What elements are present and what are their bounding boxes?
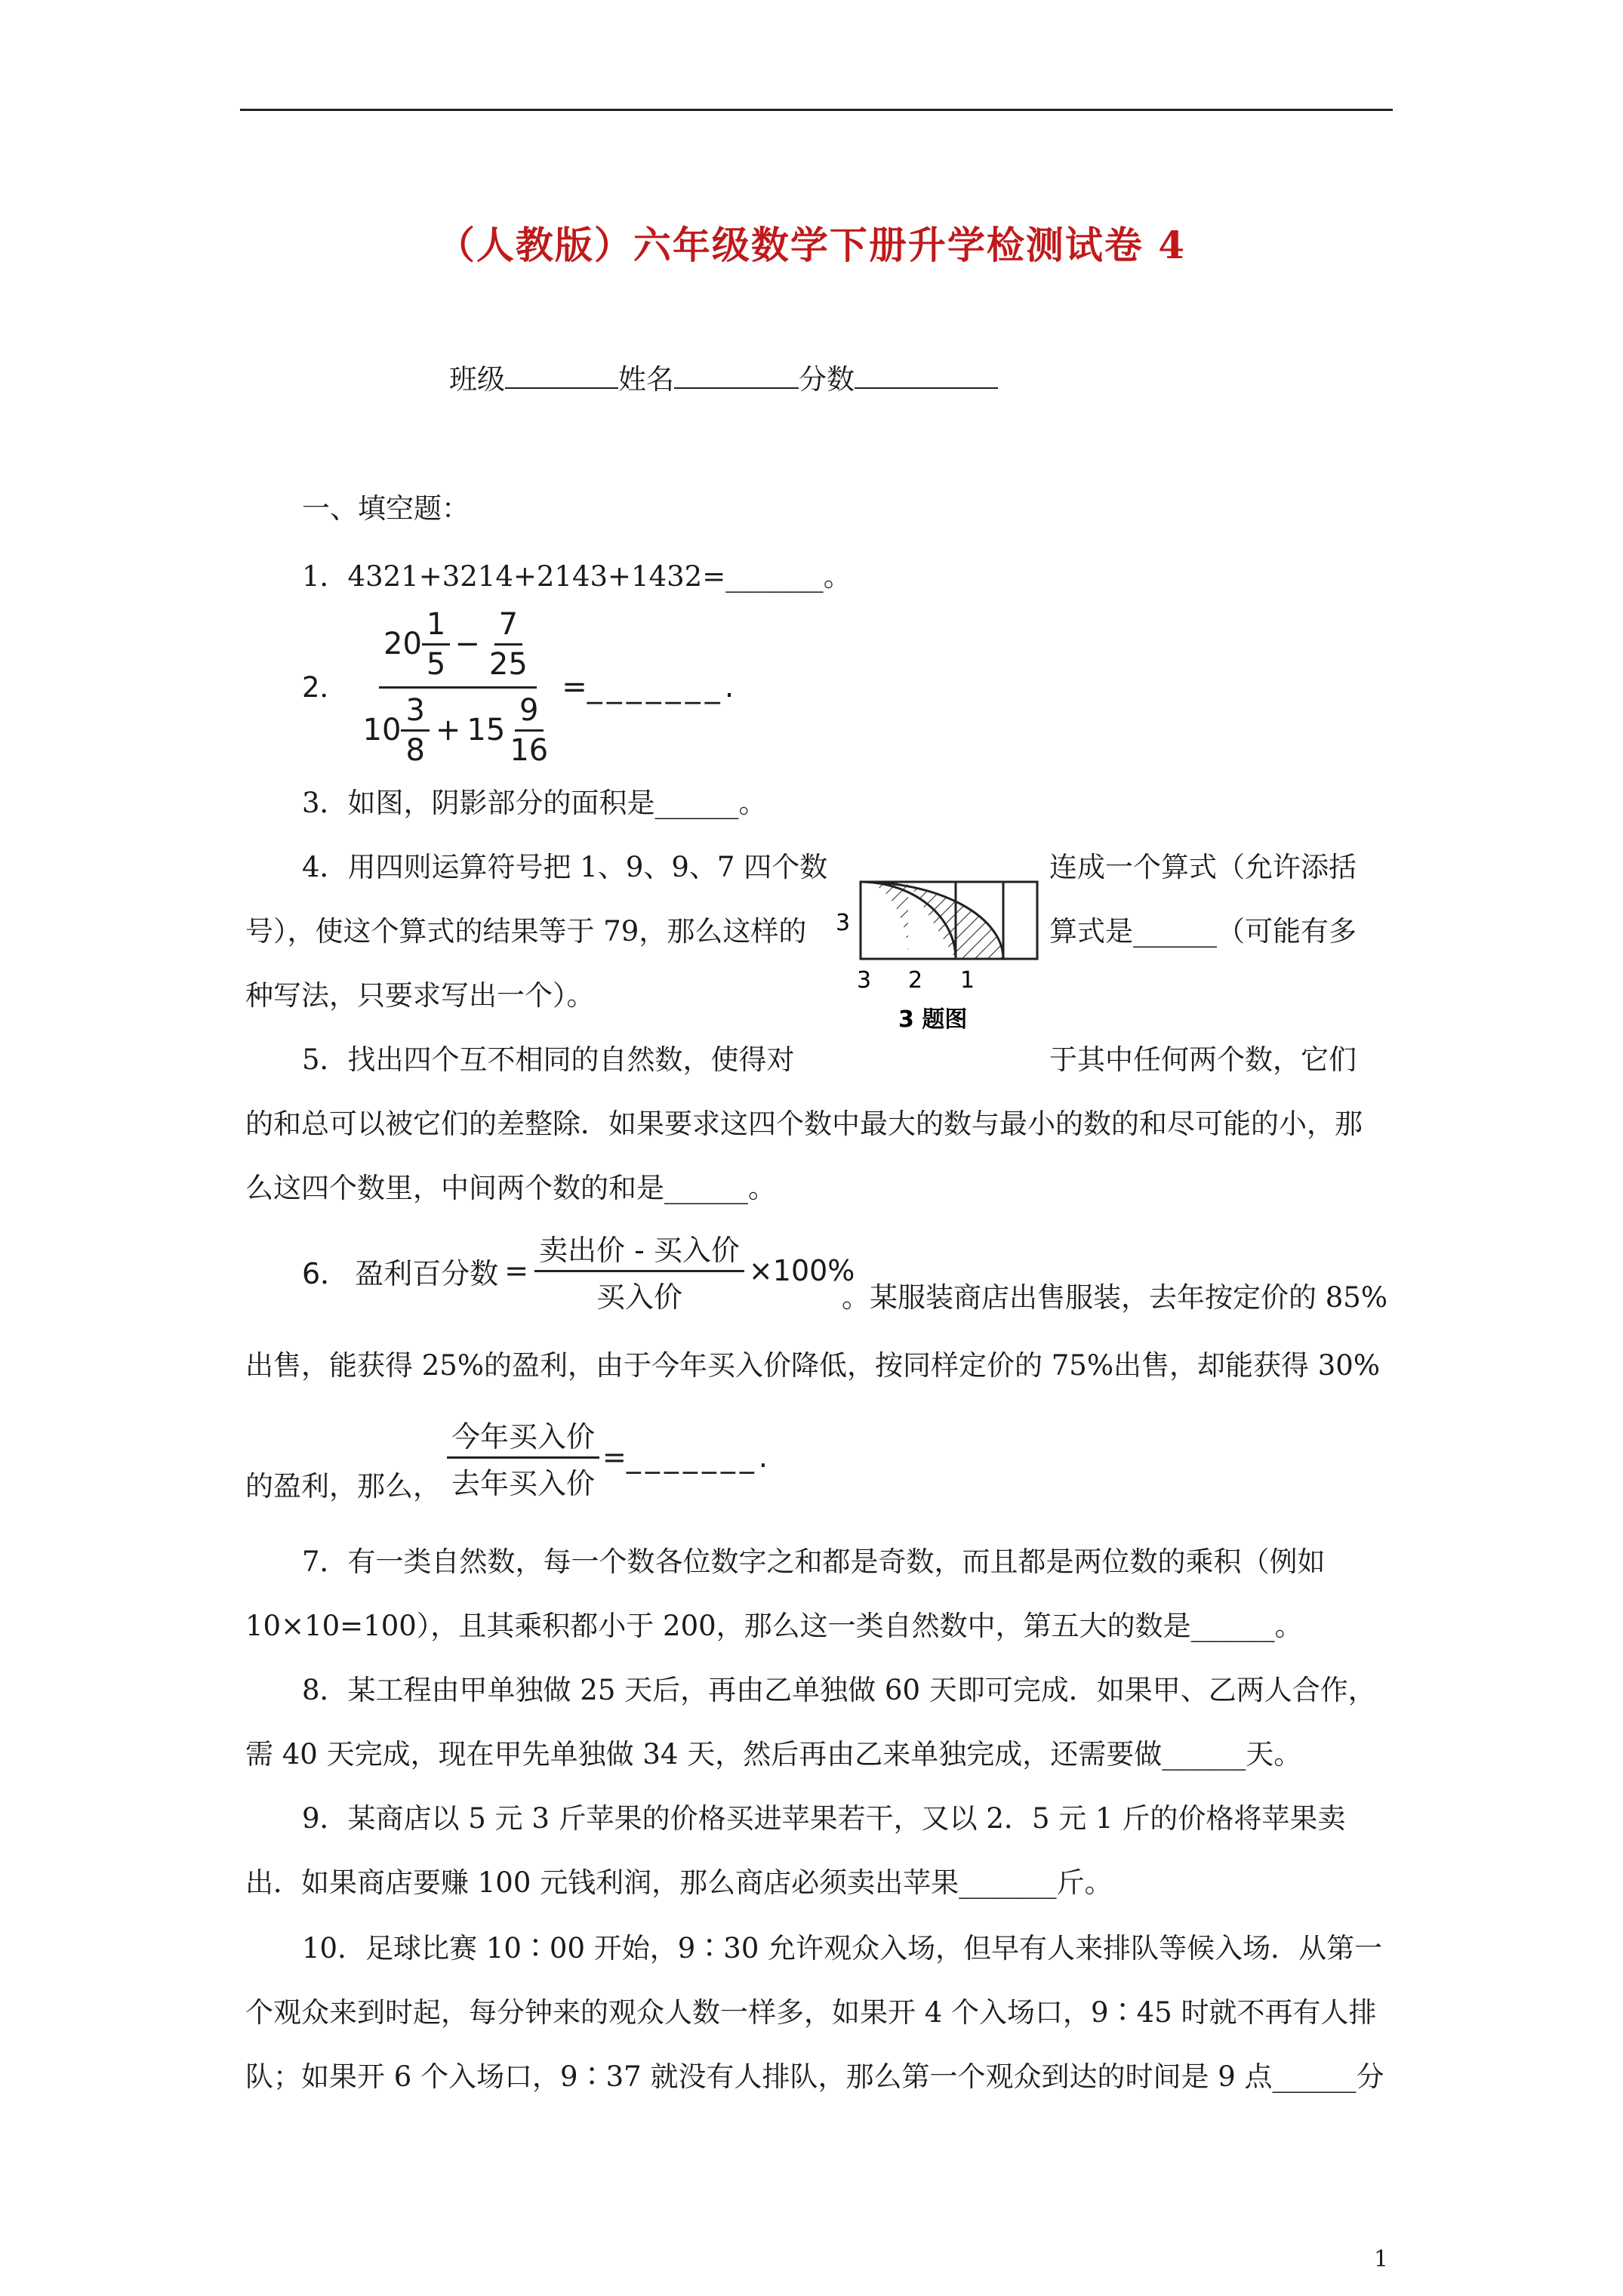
q8-line2: 需 40 天完成，现在甲先单独做 34 天，然后再由乙来单独完成，还需要做______天。 [245, 1738, 1302, 1771]
q2-minus: − [454, 627, 480, 661]
q2-d-num: 9 [515, 693, 543, 732]
q2-equals: = [562, 670, 587, 704]
bottom-label-3: 3 [857, 967, 872, 994]
q4-line3: 种写法，只要求写出一个）。 [245, 979, 595, 1012]
q2-d-frac [505, 693, 553, 768]
q6-ratio-fraction [447, 1413, 599, 1502]
q5-line3: 么这四个数里，中间两个数的和是______。 [245, 1172, 776, 1204]
section-title: 一、填空题： [302, 492, 470, 525]
shaded-region-left [861, 882, 908, 959]
q2-c-frac [401, 693, 429, 768]
bottom-label-2: 2 [908, 967, 923, 994]
q4-line2-right: 算式是______（可能有多 [1049, 915, 1357, 948]
score-blank[interactable] [855, 365, 998, 389]
question-1: 1．4321+3214+2143+1432=_______。 [302, 560, 852, 593]
name-label: 姓名 [618, 363, 674, 396]
q9-line1: 9．某商店以 5 元 3 斤苹果的价格买进苹果若干，又以 2．5 元 1 斤的价格将苹果卖 [302, 1802, 1346, 1835]
q2-answer-blank[interactable]: _______ [587, 670, 725, 704]
q5-line1-right: 于其中任何两个数，它们 [1049, 1043, 1357, 1076]
score-label: 分数 [799, 363, 855, 396]
side-label: 3 [836, 910, 851, 936]
q2-a-frac [422, 607, 450, 682]
figure-caption: 3 题图 [898, 1006, 968, 1033]
q6-line1: 。某服装商店出售服装，去年按定价的 85% [842, 1281, 1387, 1314]
q6-period: . [758, 1441, 768, 1474]
q2-a-whole: 20 [383, 627, 422, 661]
q6-ratio-numerator: 今年买入价 [447, 1413, 599, 1459]
question-2 [302, 608, 734, 766]
q7-line2: 10×10=100），且其乘积都小于 200，那么这一类自然数中，第五大的数是______。 [245, 1610, 1303, 1642]
q6-formula-times: ×100% [748, 1254, 855, 1287]
q2-a-den: 5 [426, 646, 446, 682]
q8-line1: 8．某工程由甲单独做 25 天后，再由乙单独做 60 天即可完成．如果甲、乙两人合作， [302, 1674, 1376, 1706]
q10-line3: 队；如果开 6 个入场口，9∶37 就没有人排队，那么第一个观众到达的时间是 9 点______分 [245, 2060, 1384, 2093]
class-blank[interactable] [505, 365, 618, 389]
q2-period: . [724, 670, 735, 704]
q6-ratio [447, 1412, 768, 1502]
q6-index: 6． [302, 1256, 350, 1290]
q4-line1-left: 4．用四则运算符号把 1、9、9、7 四个数 [302, 851, 828, 883]
q9-line2: 出．如果商店要赚 100 元钱利润，那么商店必须卖出苹果_______斤。 [245, 1866, 1113, 1899]
q2-d-whole: 15 [467, 713, 506, 747]
bottom-label-1: 1 [960, 967, 975, 994]
q4-line2-left: 号），使这个算式的结果等于 79，那么这样的 [245, 915, 807, 948]
question-3: 3．如图，阴影部分的面积是______。 [302, 787, 767, 819]
name-blank[interactable] [674, 365, 799, 389]
q2-c-num: 3 [401, 693, 429, 732]
page-title: （人教版）六年级数学下册升学检测试卷 4 [436, 223, 1187, 267]
q7-line1: 7．有一类自然数，每一个数各位数字之和都是奇数，而且都是两位数的乘积（例如 [302, 1546, 1326, 1578]
header-rule [240, 109, 1393, 111]
q2-index: 2． [302, 670, 348, 704]
q2-numerator [379, 607, 537, 689]
page-number: 1 [1374, 2246, 1389, 2273]
q2-denominator [359, 689, 558, 768]
q2-b-num: 7 [494, 607, 522, 646]
q6-ratio-equals: = [602, 1441, 627, 1474]
q6-line2: 出售，能获得 25%的盈利，由于今年买入价降低，按同样定价的 75%出售，却能获得 30% [245, 1349, 1380, 1382]
q2-main-fraction [359, 607, 558, 768]
q6-formula-numerator: 卖出价 - 买入价 [534, 1227, 744, 1272]
student-info [449, 363, 998, 396]
q6-line3-left: 的盈利，那么， [245, 1470, 441, 1502]
q6-formula-denominator: 买入价 [596, 1280, 682, 1314]
q6-formula-fraction [534, 1227, 744, 1315]
q6-formula-equals: = [504, 1254, 529, 1287]
q2-a-num: 1 [422, 607, 450, 646]
q5-line1-left: 5．找出四个互不相同的自然数，使得对 [302, 1043, 795, 1076]
q2-b-den: 25 [488, 646, 528, 682]
q2-d-den: 16 [510, 732, 549, 768]
q6-ratio-denominator: 去年买入价 [451, 1466, 596, 1500]
q2-c-whole: 10 [362, 713, 402, 747]
q6-answer-blank[interactable]: _______ [626, 1441, 759, 1474]
q6-formula-label: 盈利百分数 [355, 1256, 499, 1290]
q10-line1: 10．足球比赛 10∶00 开始，9∶30 允许观众入场，但早有人来排队等候入场．从第一 [302, 1932, 1383, 1965]
q2-c-den: 8 [405, 732, 425, 768]
class-label: 班级 [449, 363, 505, 396]
q10-line2: 个观众来到时起，每分钟来的观众人数一样多，如果开 4 个入场口，9∶45 时就不再有人排 [245, 1996, 1377, 2029]
q6-formula [302, 1229, 855, 1312]
q4-line1-right: 连成一个算式（允许添括 [1049, 851, 1357, 883]
q2-plus: + [435, 713, 461, 747]
q5-line2: 的和总可以被它们的差整除．如果要求这四个数中最大的数与最小的数的和尽可能的小，那 [245, 1108, 1363, 1140]
q2-b-frac [485, 607, 532, 682]
question-3-figure [827, 876, 1053, 1034]
